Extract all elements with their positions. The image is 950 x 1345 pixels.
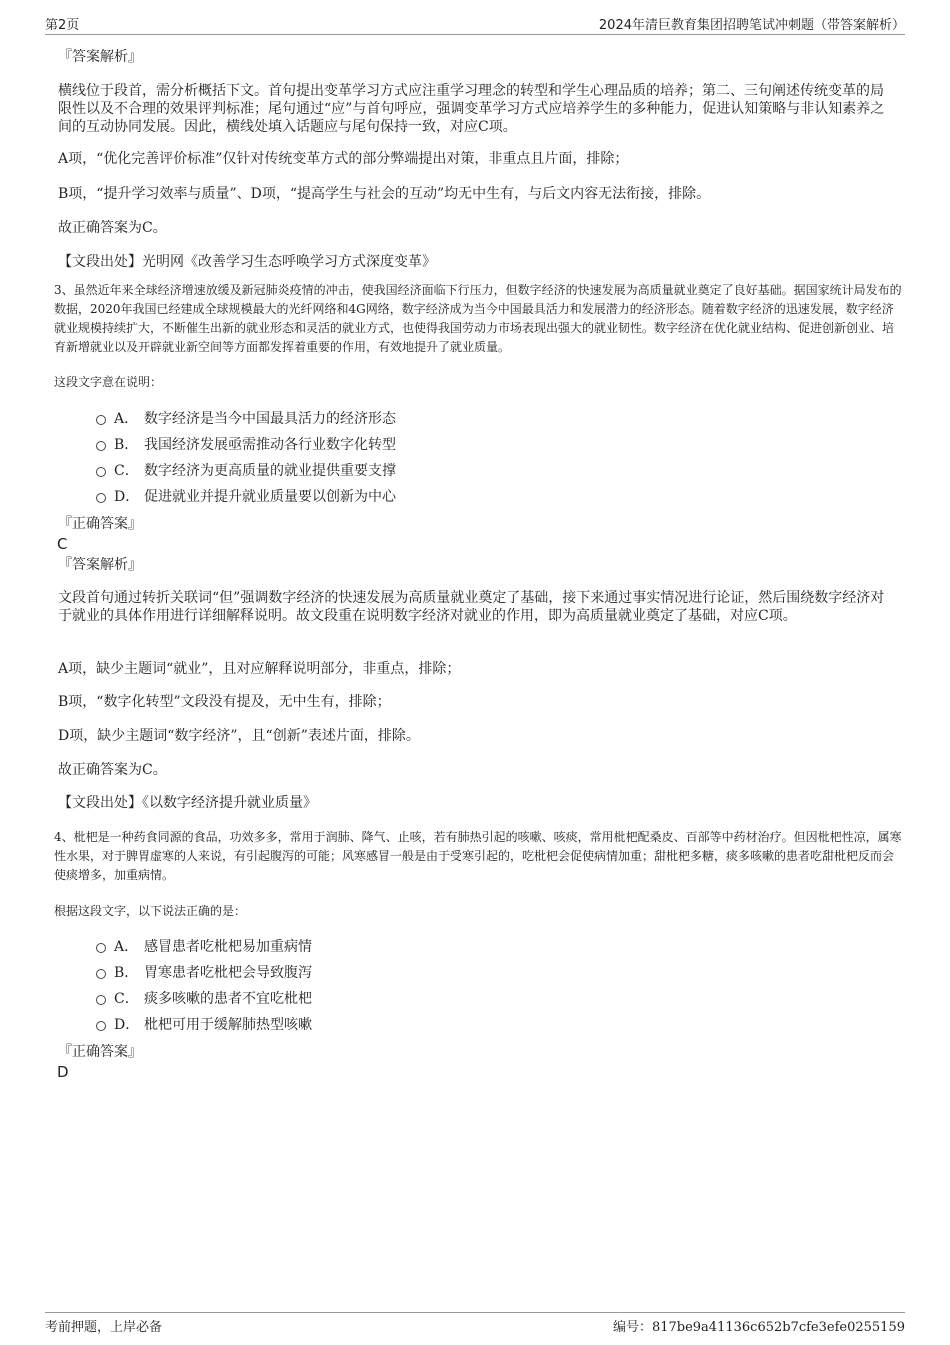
radio-icon[interactable] (96, 1021, 106, 1031)
analysis-note-bd: B项，“提升学习效率与质量”、D项，“提高学生与社会的互动”均无中生有，与后文内容无法衔接，排除。 (58, 186, 711, 202)
radio-icon[interactable] (96, 467, 106, 477)
analysis-heading: 『答案解析』 (58, 49, 142, 65)
correct-answer: D (57, 1063, 69, 1081)
correct-answer: C (57, 535, 68, 553)
analysis-conclusion: 故正确答案为C。 (58, 762, 167, 778)
radio-icon[interactable] (96, 995, 106, 1005)
question-4-option-b[interactable]: B． 胃寒患者吃枇杷会导致腹泻 (96, 964, 312, 982)
question-3-option-a[interactable]: A． 数字经济是当今中国最具活力的经济形态 (96, 410, 396, 428)
page-footer (45, 1312, 905, 1337)
analysis-note-b: B项，“数字化转型”文段没有提及，无中生有，排除； (58, 694, 391, 710)
radio-icon[interactable] (96, 415, 106, 425)
question-3-prompt: 这段文字意在说明： (54, 375, 163, 389)
passage-source: 【文段出处】《以数字经济提升就业质量》 (58, 795, 317, 811)
page-header (45, 14, 905, 35)
analysis-conclusion: 故正确答案为C。 (58, 220, 167, 236)
document-title: 2024年清巨教育集团招聘笔试冲刺题（带答案解析） (598, 18, 905, 33)
analysis-text: 横线位于段首，需分析概括下文。首句提出变革学习方式应注重学习理念的转型和学生心理品质的培养；第二、三句阐述传统变革的局限性以及不合理的效果评判标准；尾句通过“应”与首句呼应，强调变革学习方式应培养学生的多种能力，促进认知策略与非认知素养之间的互动协同发展。因此，横线处填入话题应与尾句保持一致，对应C项。 (58, 83, 885, 135)
passage-source: 【文段出处】光明网《改善学习生态呼唤学习方式深度变革》 (58, 254, 436, 270)
radio-icon[interactable] (96, 493, 106, 503)
question-4-text: 4、枇杷是一种药食同源的食品，功效多多，常用于润肺、降气、止咳，若有肺热引起的咳嗽、咳痰，常用枇杷配桑皮、百部等中药材治疗。但因枇杷性凉，属寒性水果，对于脾胃虚寒的人来说，有引起腹泻的可能；风寒感冒一般是由于受寒引起的，吃枇杷会促使病情加重；甜枇杷多糖，痰多咳嗽的患者吃甜枇杷反而会使痰增多，加重病情。 (54, 830, 902, 882)
question-4-option-d[interactable]: D． 枇杷可用于缓解肺热型咳嗽 (96, 1016, 312, 1034)
answer-heading: 『正确答案』 (58, 1044, 142, 1060)
question-3-option-b[interactable]: B． 我国经济发展亟需推动各行业数字化转型 (96, 436, 396, 454)
analysis-heading: 『答案解析』 (58, 557, 142, 573)
radio-icon[interactable] (96, 943, 106, 953)
radio-icon[interactable] (96, 969, 106, 979)
question-4-option-a[interactable]: A． 感冒患者吃枇杷易加重病情 (96, 938, 312, 956)
analysis-text: 文段首句通过转折关联词“但”强调数字经济的快速发展为高质量就业奠定了基础，接下来通过事实情况进行论证，然后围绕数字经济对于就业的具体作用进行详细解释说明。故文段重在说明数字经济对就业的作用，即为高质量就业奠定了基础，对应C项。 (58, 590, 885, 624)
question-4-prompt: 根据这段文字，以下说法正确的是： (54, 904, 247, 918)
analysis-note-a: A项，“优化完善评价标准”仅针对传统变革方式的部分弊端提出对策，非重点且片面，排除； (58, 151, 629, 167)
analysis-note-d: D项，缺少主题词“数字经济”，且“创新”表述片面，排除。 (58, 728, 420, 744)
answer-heading: 『正确答案』 (58, 516, 142, 532)
question-3-text: 3、虽然近年来全球经济增速放缓及新冠肺炎疫情的冲击，使我国经济面临下行压力，但数字经济的快速发展为高质量就业奠定了良好基础。据国家统计局发布的数据，2020年我国已经建成全球规模最大的光纤网络和4G网络，数字经济成为当今中国最具活力和发展潜力的经济形态。随着数字经济的迅速发展，数字经济就业规模持续扩大，不断催生出新的就业形态和灵活的就业方式，也使得我国劳动力市场表现出强大的就业韧性。数字经济在优化就业结构、促进创新创业、培育新增就业以及开辟就业新空间等方面都发挥着重要的作用，有效地提升了就业质量。 (54, 283, 902, 354)
page-number: 第2页 (45, 18, 80, 33)
question-3-option-d[interactable]: D． 促进就业并提升就业质量要以创新为中心 (96, 488, 396, 506)
question-4-option-c[interactable]: C． 痰多咳嗽的患者不宜吃枇杷 (96, 990, 312, 1008)
question-3-option-c[interactable]: C． 数字经济为更高质量的就业提供重要支撑 (96, 462, 396, 480)
analysis-note-a: A项，缺少主题词“就业”，且对应解释说明部分，非重点，排除； (58, 661, 461, 677)
footer-slogan: 考前押题，上岸必备 (45, 1320, 163, 1335)
document-serial: 编号：817be9a41136c652b7cfe3efe0255159 (612, 1320, 905, 1335)
radio-icon[interactable] (96, 441, 106, 451)
